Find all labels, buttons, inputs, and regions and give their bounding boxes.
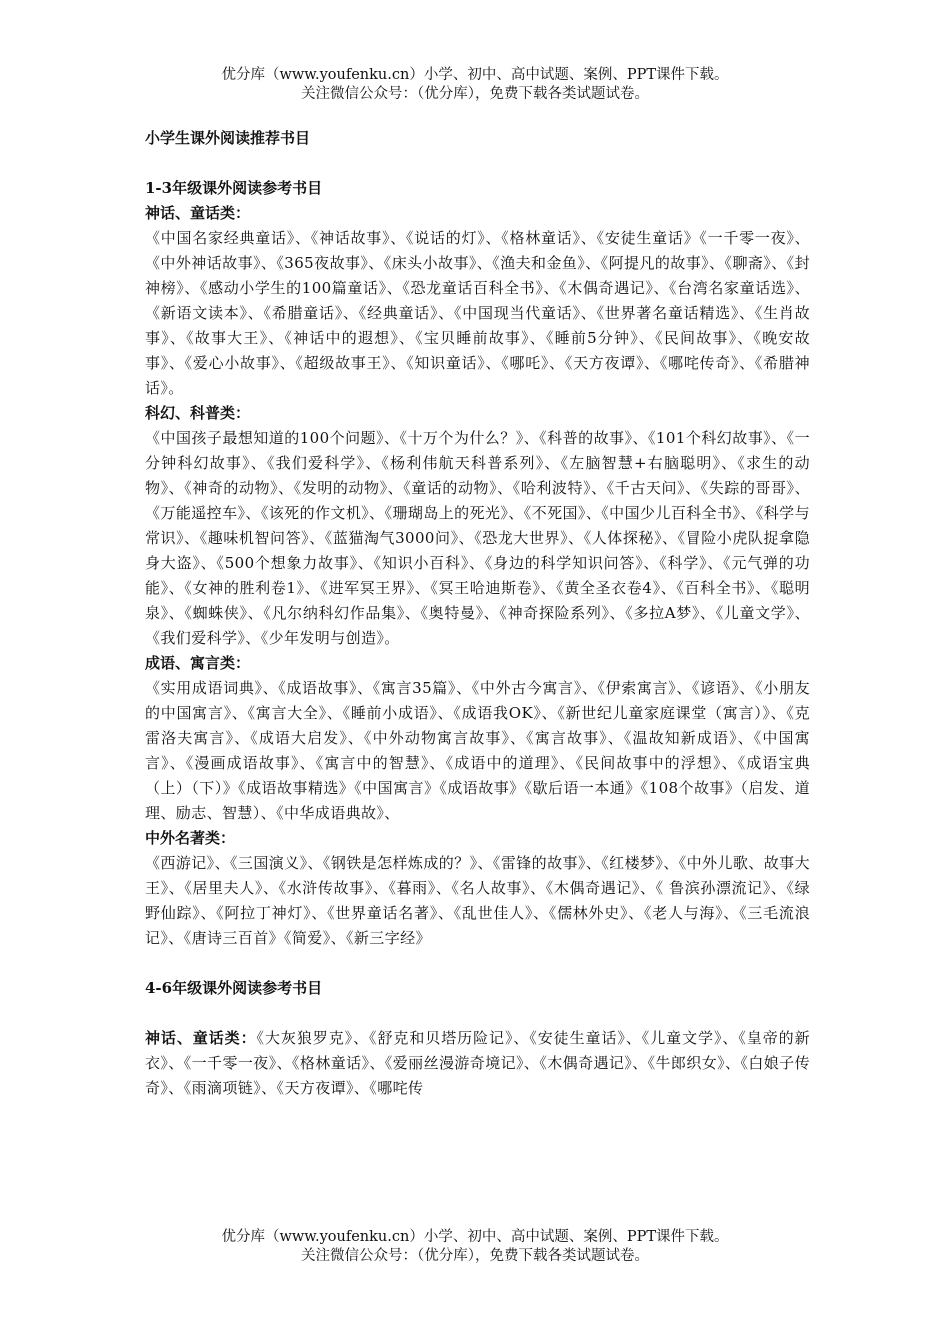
section-1-scifi-list: 《中国孩子最想知道的100个问题》、《十万个为什么？》、《科普的故事》、《101个科幻故事》、《一分钟科幻故事》、《我们爱科学》、《杨利伟航天科普系列》、《左脑智慧+右脑聪明》、《求生的动物》、《神奇的动物》、《发明的动物》、《童话的动物》、《哈利波特》、《千古天问》、《失踪的哥哥》、《万能遥控车》、《该死的作文机》、《珊瑚岛上的死光》、《不死国》、《中国少儿百科全书》、《科学与常识》、《趣味机智问答》、《蓝猫淘气3000问》、《恐龙大世界》、《人体探秘》、《冒险小虎队捉拿隐身大盗》、《500个想象力故事》、《知识小百科》、《身边的科学知识问答》、《科学》、《元气弹的功能》、《女神的胜利卷1》、《进军冥王界》、《冥王哈迪斯卷》、《黄全圣衣卷4》、《百科全书》、《聪明泉》、《蜘蛛侠》、《凡尔纳科幻作品集》、《奥特曼》、《神奇探险系列》、《多拉A梦》、《儿童文学》、《我们爱科学》、《少年发明与创造》。 [145, 429, 810, 647]
header-line-1: 优分库（www.youfenku.cn）小学、初中、高中试题、案例、PPT课件下载。 [221, 67, 729, 83]
section-1-myth-list: 《中国名家经典童话》、《神话故事》、《说话的灯》、《格林童话》、《安徒生童话》《一千零一夜》、《中外神话故事》、《365夜故事》、《床头小故事》、《渔夫和金鱼》、《阿提凡的故事》、《聊斋》、《封神榜》、《感动小学生的100篇童话》、《恐龙童话百科全书》、《木偶奇遇记》、《台湾名家童话选》、《新语文读本》、《希腊童话》、《经典童话》、《中国现当代童话》、《世界著名童话精选》、《生肖故事》、《故事大王》、《神话中的遐想》、《宝贝睡前故事》、《睡前5分钟》、《民间故事》、《晚安故事》、《爱心小故事》、《超级故事王》、《知识童话》、《哪吒》、《天方夜谭》、《哪咤传奇》、《希腊神话》。 [145, 229, 810, 397]
section-1-category-myth: 神话、童话类： [145, 204, 251, 222]
section-2-myth-paragraph [145, 1026, 810, 1101]
section-2-myth-list: 《大灰狼罗克》、《舒克和贝塔历险记》、《安徒生童话》、《儿童文学》、《皇帝的新衣》、《一千零一夜》、《格林童话》、《爱丽丝漫游奇境记》、《木偶奇遇记》、《牛郎织女》、《白娘子传奇》、《雨滴项链》、《天方夜谭》、《哪咤传 [145, 1029, 810, 1097]
section-1-title: 1-3年级课外阅读参考书目 [145, 179, 323, 197]
section-1-classics-list: 《西游记》、《三国演义》、《钢铁是怎样炼成的？》、《雷锋的故事》、《红楼梦》、《中外儿歌、故事大王》、《居里夫人》、《水浒传故事》、《暮雨》、《名人故事》、《木偶奇遇记》、《 鲁滨孙漂流记》、《绿野仙踪》、《阿拉丁神灯》、《世界童话名著》、《乱世佳人》、《儒林外史》、《老人与海》、《三毛流浪记》、《唐诗三百首》《简爱》、《新三字经》 [145, 854, 810, 947]
page-footer [0, 1228, 950, 1266]
page-header [0, 66, 950, 104]
section-1-category-classics: 中外名著类： [145, 829, 236, 847]
document-title: 小学生课外阅读推荐书目 [145, 129, 311, 147]
document-body [145, 126, 810, 1101]
header-line-2: 关注微信公众号：（优分库），免费下载各类试题试卷。 [301, 86, 649, 102]
spacer [145, 1001, 810, 1026]
section-2-category-myth: 神话、童话类： [145, 1029, 257, 1047]
section-1-idiom-list: 《实用成语词典》、《成语故事》、《寓言35篇》、《中外古今寓言》、《伊索寓言》、《谚语》、《小朋友的中国寓言》、《寓言大全》、《睡前小成语》、《成语我OK》、《新世纪儿童家庭课堂（寓言）》、《克雷洛夫寓言》、《成语大启发》、《中外动物寓言故事》、《寓言故事》、《温故知新成语》、《中国寓言》、《漫画成语故事》、《寓言中的智慧》、《成语中的道理》、《民间故事中的浮想》、《成语宝典（上）（下）》《成语故事精选》《中国寓言》《成语故事》《歇后语一本通》《108个故事》（启发、道理、励志、智慧）、《中华成语典故》、 [145, 679, 810, 822]
section-2-title: 4-6年级课外阅读参考书目 [145, 979, 323, 997]
section-1-category-scifi: 科幻、科普类： [145, 404, 251, 422]
footer-line-1: 优分库（www.youfenku.cn）小学、初中、高中试题、案例、PPT课件下载。 [221, 1229, 729, 1245]
section-1-category-idiom: 成语、寓言类： [145, 654, 251, 672]
footer-line-2: 关注微信公众号：（优分库），免费下载各类试题试卷。 [301, 1248, 649, 1264]
spacer [145, 951, 810, 976]
